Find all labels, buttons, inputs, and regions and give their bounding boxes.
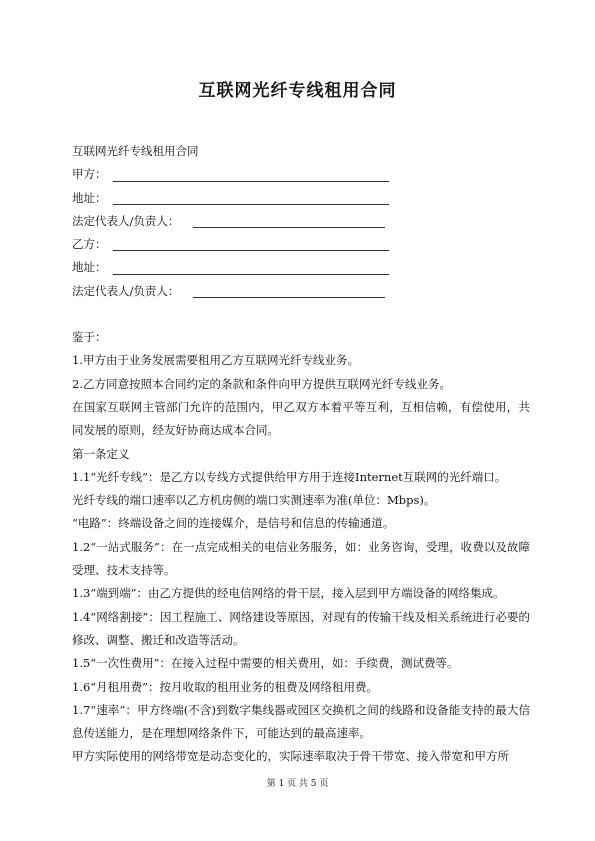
preamble-paragraph: 在国家互联网主管部门允许的范围内，甲乙双方本着平等互利，互相信赖，有偿使用，共同发展的原则，经友好协商达成本合同。: [72, 399, 530, 438]
page-footer: 第 1 页 共 5 页: [266, 779, 329, 789]
whereas-item-1: 1.甲方由于业务发展需要租用乙方互联网光纤专线业务。: [72, 353, 359, 368]
definition-1-4: 1.4“网络割接”：因工程施工、网络建设等原因，对现有的传输干线及相关系统进行必要的修改、调整、搬迁和改造等活动。: [72, 609, 530, 647]
party-a-address-row: [72, 187, 530, 210]
party-a-representative-label: 法定代表人/负责人：: [72, 213, 180, 228]
party-a-representative-blank: [193, 213, 385, 228]
party-b-address-label: 地址：: [72, 260, 107, 275]
definition-circuit: “电路”：终端设备之间的连接媒介，是信号和信息的传输通道。: [72, 516, 395, 531]
whereas-heading: 鉴于：: [72, 330, 107, 345]
article-1-heading: 第一条定义: [72, 446, 130, 461]
definition-1-6: 1.6“月租用费”：按月收取的租用业务的租费及网络租用费。: [72, 679, 379, 694]
definition-1-7-continued: 甲方实际使用的网络带宽是动态变化的，实际速率取决于骨干带宽、接入带宽和甲方所: [72, 749, 509, 764]
party-a-address-label: 地址：: [72, 190, 107, 205]
whereas-item-2: 2.乙方同意按照本合同约定的条款和条件向甲方提供互联网光纤专线业务。: [72, 376, 451, 391]
party-a-representative-row: [72, 210, 530, 233]
definition-1-1-continued: 光纤专线的端口速率以乙方机房侧的端口实测速率为准(单位：Mbps)。: [72, 493, 436, 508]
document-title: 互联网光纤专线租用合同: [198, 81, 397, 101]
party-a-address-blank: [113, 190, 389, 205]
party-a-name-blank: [113, 167, 389, 182]
party-b-name-row: [72, 233, 530, 256]
definition-1-2: 1.2“一站式服务”：在一点完成相关的电信业务服务，如：业务咨询，受理，收费以及故障受理、技术支持等。: [72, 539, 530, 578]
contract-subtitle: 互联网光纤专线租用合同: [72, 144, 199, 158]
party-b-name-blank: [113, 236, 389, 251]
definition-1-3: 1.3“端到端”：由乙方提供的经电信网络的骨干层，接入层到甲方端设备的网络集成。: [72, 586, 505, 601]
party-a-name-row: [72, 163, 530, 186]
party-b-address-blank: [113, 260, 389, 275]
definition-1-7: 1.7“速率”：甲方终端(不含)到数字集线器或园区交换机之间的线路和设备能支持的最大信息传送能力，是在理想网络条件下，可能达到的最高速率。: [72, 702, 530, 741]
party-b-address-row: [72, 256, 530, 279]
party-a-name-label: 甲方：: [72, 167, 107, 182]
party-b-representative-label: 法定代表人/负责人：: [72, 283, 180, 298]
party-b-representative-blank: [193, 283, 385, 298]
document-body: [72, 140, 530, 769]
party-b-name-label: 乙方：: [72, 237, 107, 252]
definition-1-1: 1.1“光纤专线”：是乙方以专线方式提供给甲方用于连接Internet互联网的光纤端口。: [72, 469, 507, 484]
party-b-representative-row: [72, 280, 530, 303]
definition-1-5: 1.5“一次性费用”：在接入过程中需要的相关费用，如：手续费，测试费等。: [72, 656, 459, 671]
section-spacer: [72, 303, 530, 326]
